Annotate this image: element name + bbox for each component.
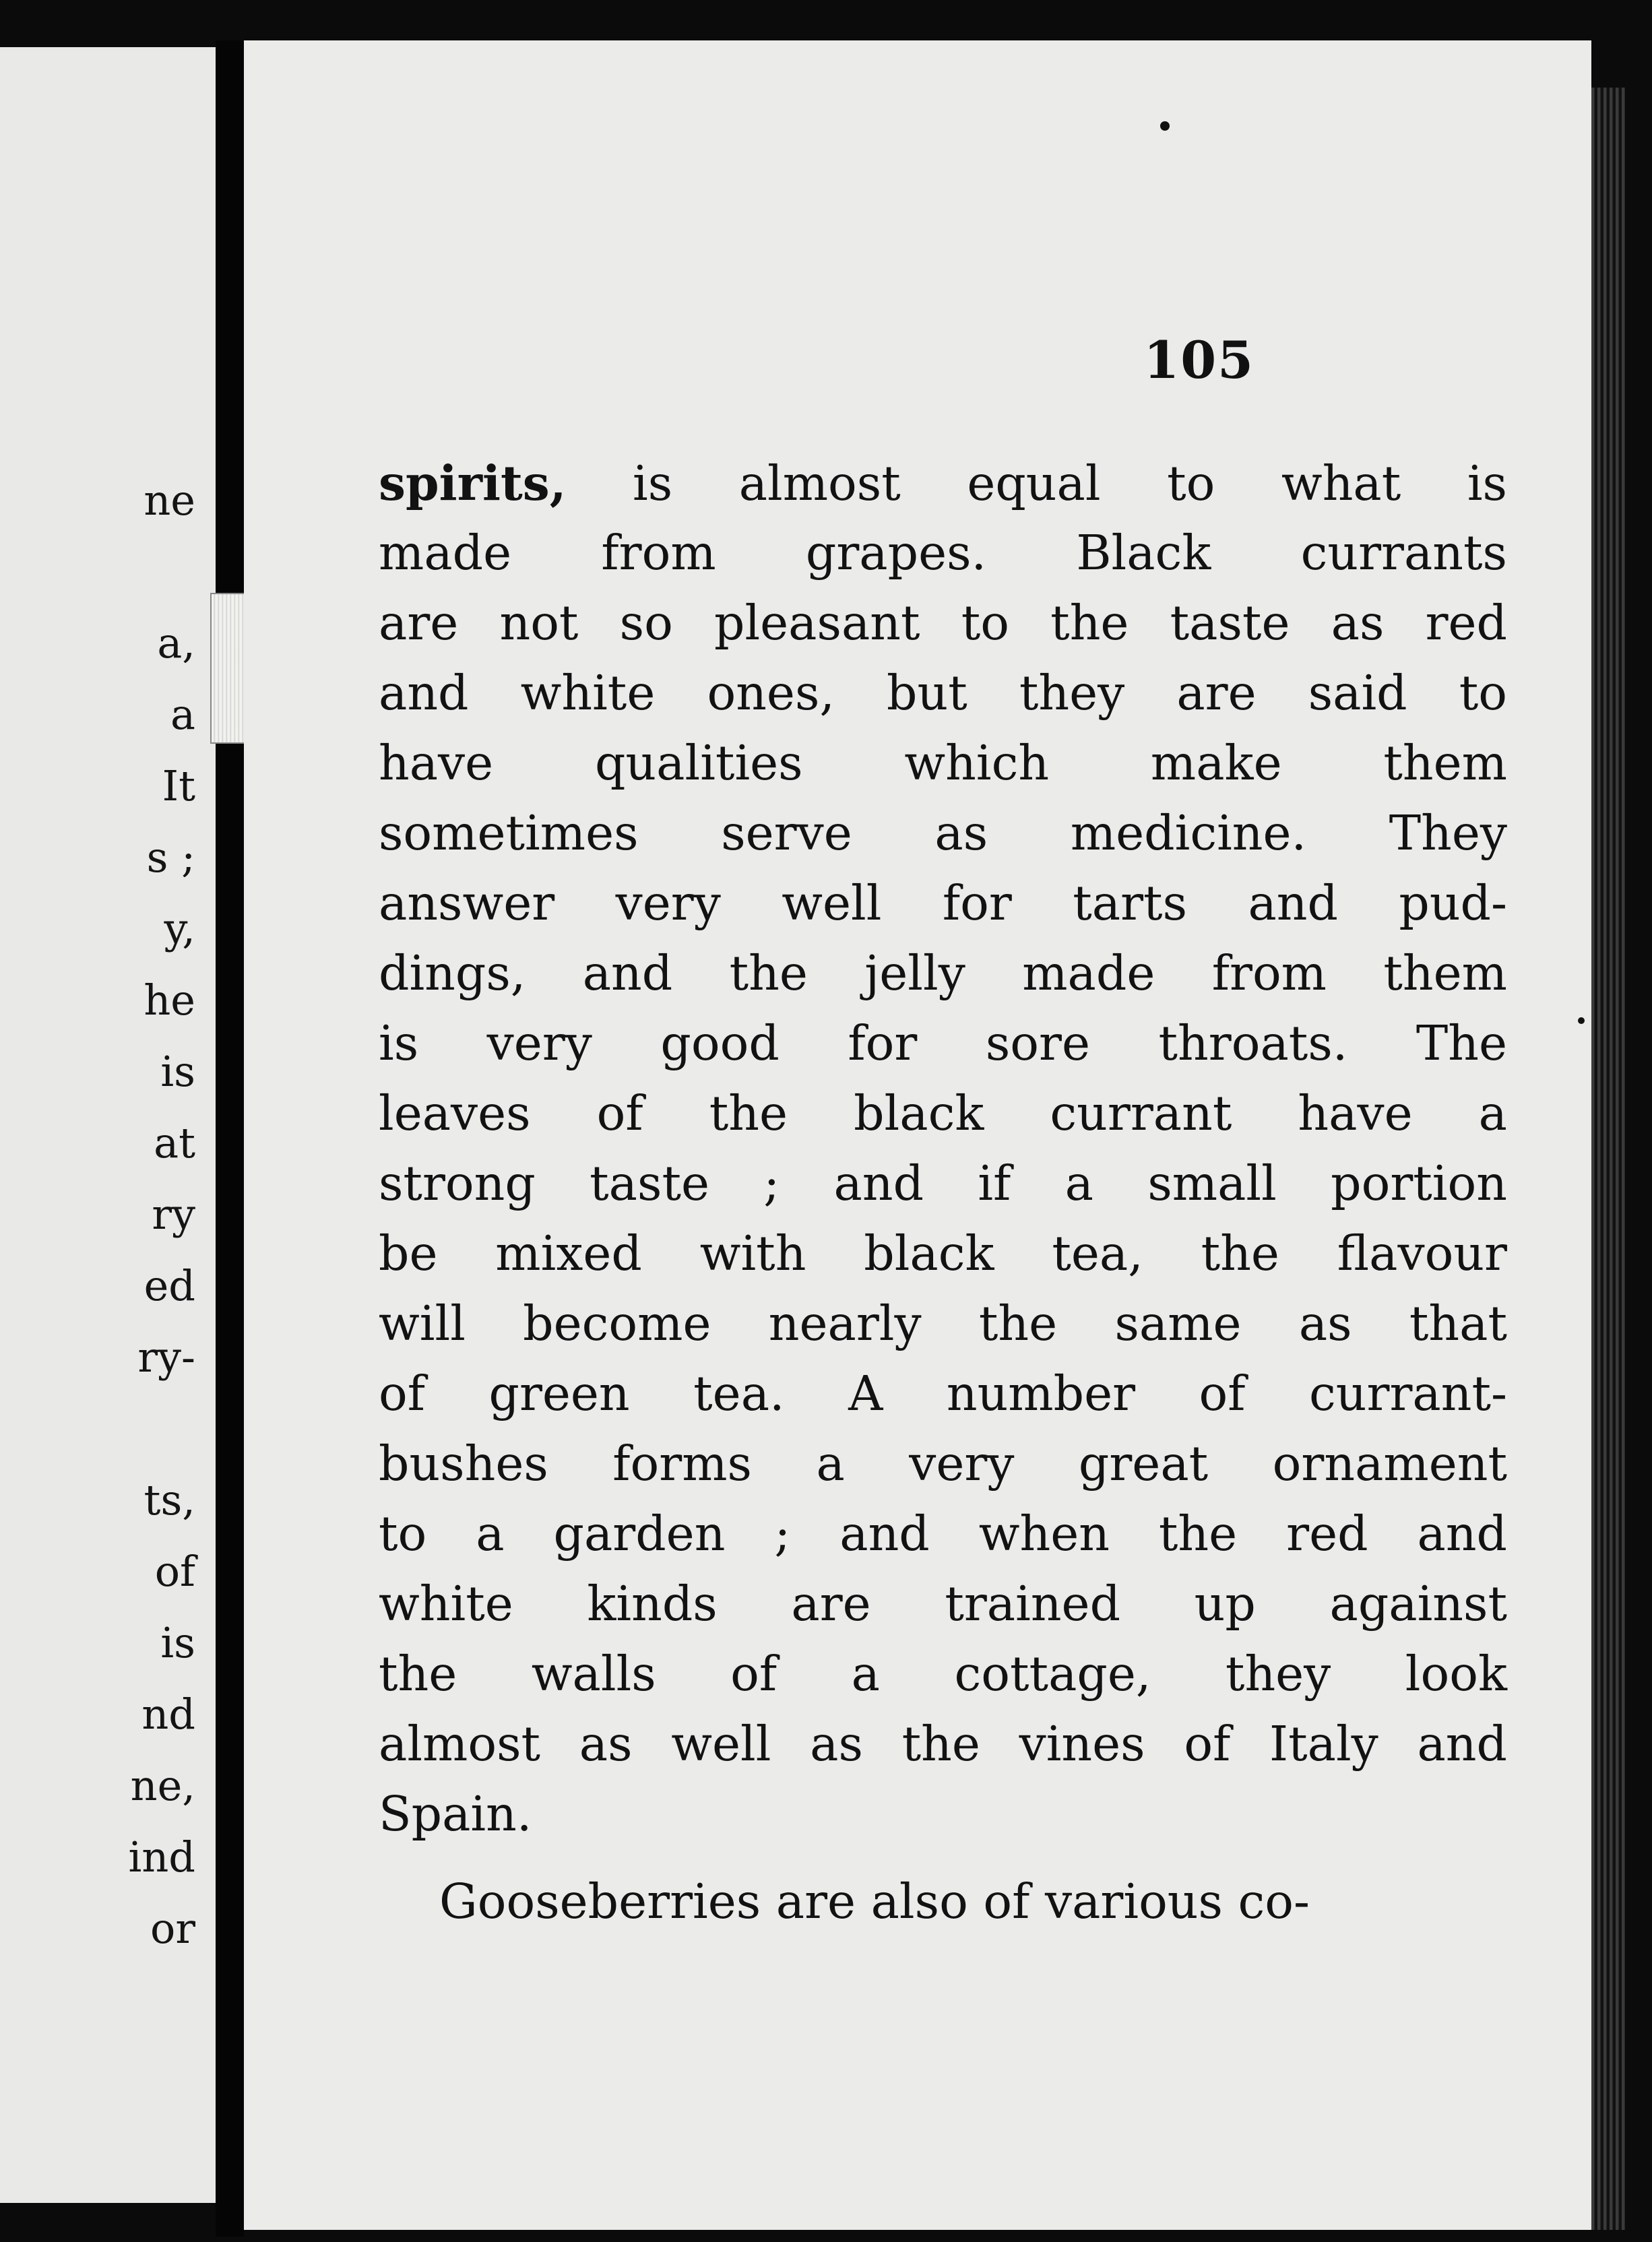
previous-page-line: ne, — [130, 1761, 195, 1810]
text-line: made from grapes. Black currants — [379, 525, 1507, 581]
page-number: 105 — [1143, 330, 1254, 390]
previous-page-line — [0, 536, 202, 608]
previous-page-line: ed — [144, 1261, 195, 1310]
text-line: bushes forms a very great ornament — [379, 1436, 1507, 1492]
paper-speck — [1578, 1017, 1585, 1024]
book-gutter — [216, 40, 244, 2237]
bold-lead-word: spirits, — [379, 455, 567, 511]
previous-page-fragment — [0, 47, 216, 2203]
text-line: of green tea. A number of currant- — [379, 1366, 1507, 1421]
text-line: strong taste ; and if a small portion — [379, 1155, 1507, 1211]
text-line: sometimes serve as medicine. They — [379, 805, 1507, 861]
text-line: be mixed with black tea, the flavour — [379, 1225, 1507, 1281]
text-line: is very good for sore throats. The — [379, 1015, 1507, 1071]
previous-page-text — [0, 465, 202, 1964]
previous-page-line: ry — [152, 1190, 195, 1239]
paper-speck — [1160, 121, 1170, 131]
previous-page-line: he — [144, 975, 195, 1025]
text-line: dings, and the jelly made from them — [379, 945, 1507, 1001]
text-line: have qualities which make them — [379, 735, 1507, 791]
previous-page-line: y, — [164, 904, 195, 953]
previous-page-line: at — [154, 1118, 195, 1167]
previous-page-line: is — [160, 1618, 195, 1667]
body-text — [379, 448, 1507, 1937]
page-block-edge — [1591, 88, 1625, 2230]
text-line: leaves of the black currant have a — [379, 1085, 1507, 1141]
previous-page-line: s ; — [146, 833, 195, 882]
previous-page-line: ne — [144, 476, 195, 525]
text-line: almost as well as the vines of Italy and — [379, 1716, 1507, 1772]
previous-page-line — [0, 1393, 202, 1465]
text-line: spirits, is almost equal to what is — [379, 455, 1507, 511]
previous-page-line: ts, — [144, 1475, 195, 1525]
previous-page-line: nd — [141, 1690, 195, 1739]
previous-page-line: ind — [128, 1832, 195, 1882]
text-line: are not so pleasant to the taste as red — [379, 595, 1507, 651]
previous-page-line: of — [154, 1547, 195, 1596]
text-line: will become nearly the same as that — [379, 1295, 1507, 1351]
previous-page-line: It — [162, 761, 195, 810]
text-line: white kinds are trained up against — [379, 1576, 1507, 1632]
text-line: to a garden ; and when the red and — [379, 1506, 1507, 1562]
text-line: Spain. — [379, 1786, 532, 1842]
page-105 — [244, 40, 1591, 2230]
next-paragraph-line: Gooseberries are also of various co- — [439, 1873, 1310, 1929]
previous-page-line: ry- — [137, 1333, 195, 1382]
text-line: and white ones, but they are said to — [379, 665, 1507, 721]
previous-page-line: is — [160, 1047, 195, 1096]
previous-page-line: a, — [157, 618, 195, 668]
text-line: answer very well for tarts and pud- — [379, 875, 1507, 931]
previous-page-line: or — [150, 1904, 195, 1953]
text-line: the walls of a cottage, they look — [379, 1646, 1507, 1702]
previous-page-line: a — [170, 690, 195, 739]
